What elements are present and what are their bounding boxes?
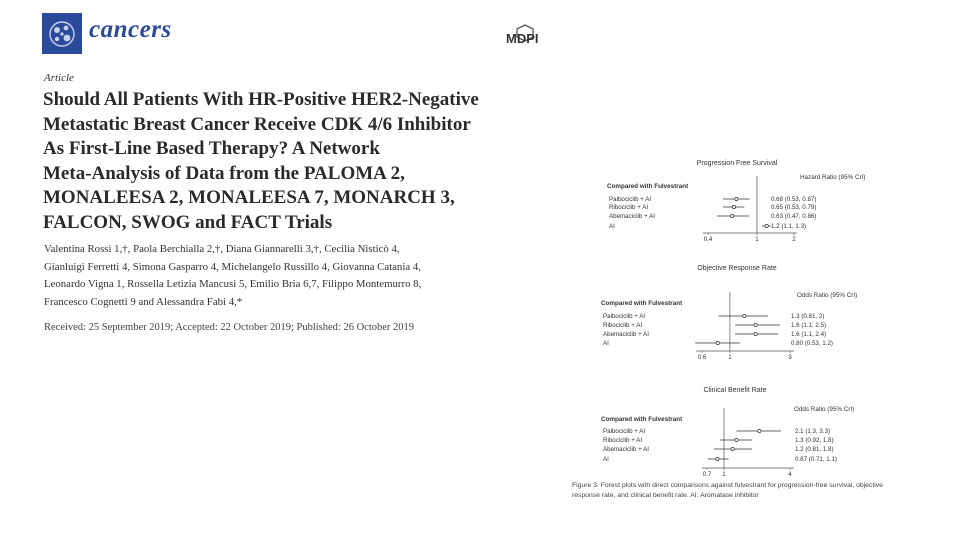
x-tick-label: 3	[788, 354, 792, 361]
figure-caption: Figure 3. Forest plots with direct comparisons against fulvestrant for progression-free survival, objective response rate, and clinical benefit rate. AI: Aromatase inhibitor	[572, 482, 883, 499]
row-label: AI	[603, 340, 609, 347]
group-label: Compared with Fulvestrant	[601, 416, 683, 423]
article-type: Article	[44, 72, 74, 84]
title-line: Meta-Analysis of Data from the PALOMA 2,	[43, 162, 405, 184]
effect-estimate-text: 0.87 (0.71, 1.1)	[795, 456, 837, 463]
title-line: MONALEESA 2, MONALEESA 7, MONARCH 3,	[43, 187, 455, 208]
author-line: Valentina Rossi 1,†, Paola Berchialla 2,†, Diana Giannarelli 3,†, Cecilia Nisticò 4,	[44, 243, 400, 255]
point-estimate	[765, 224, 768, 227]
point-estimate	[731, 447, 734, 450]
point-estimate	[732, 205, 735, 208]
x-tick-label: 0.7	[702, 471, 712, 478]
point-estimate	[735, 438, 738, 441]
author-line: Leonardo Vigna 1, Rossella Letizia Mancusi 5, Emilio Bria 6,7, Filippo Montemurro 8,	[44, 278, 422, 290]
effect-estimate-text: 0.65 (0.53, 0.79)	[771, 204, 817, 211]
effect-estimate-text: 1.3 (0.92, 1.8)	[795, 437, 834, 444]
journal-name: cancers	[89, 16, 172, 43]
row-label: Abemaciclib + AI	[609, 213, 655, 220]
effect-header: Hazard Ratio (95% CrI)	[800, 174, 866, 181]
x-tick-label: 1	[722, 471, 726, 478]
row-label: Palbociclib + AI	[603, 428, 646, 435]
row-label: Ribociclib + AI	[603, 322, 643, 329]
effect-estimate-text: 0.68 (0.53, 0.87)	[771, 196, 817, 203]
point-estimate	[716, 341, 719, 344]
row-label: Ribociclib + AI	[603, 437, 643, 444]
x-tick-label: 1	[755, 236, 759, 243]
effect-estimate-text: 2.1 (1.3, 3.3)	[795, 428, 831, 435]
row-label: AI	[603, 456, 609, 463]
group-label: Compared with Fulvestrant	[607, 183, 689, 190]
point-estimate	[735, 197, 738, 200]
publication-dates: Received: 25 September 2019; Accepted: 22 October 2019; Published: 26 October 2019	[44, 322, 415, 333]
forest-title: Progression Free Survival	[696, 160, 778, 167]
point-estimate	[716, 457, 719, 460]
title-line: Metastatic Breast Cancer Receive CDK 4/6 Inhibitor	[43, 113, 471, 135]
x-tick-label: 0.6	[697, 354, 707, 361]
row-label: Ribociclib + AI	[609, 204, 649, 211]
row-label: Palbociclib + AI	[603, 313, 646, 320]
effect-estimate-text: 1.2 (1.1, 1.3)	[771, 223, 807, 230]
effect-header: Odds Ratio (95% CrI)	[794, 406, 855, 413]
point-estimate	[731, 214, 734, 217]
row-label: Abemaciclib + AI	[603, 331, 649, 338]
effect-estimate-text: 1.6 (1.1, 2.4)	[791, 331, 827, 338]
point-estimate	[758, 429, 761, 432]
forest-title: Objective Response Rate	[697, 265, 777, 272]
author-line: Gianluigi Ferretti 4, Simona Gasparro 4, Michelangelo Russillo 4, Giovanna Catania 4,	[44, 260, 421, 273]
effect-estimate-text: 1.3 (0.81, 2)	[791, 313, 825, 320]
effect-header: Odds Ratio (95% CrI)	[797, 292, 858, 299]
x-tick-label: 4	[788, 471, 792, 478]
point-estimate	[754, 323, 757, 326]
point-estimate	[743, 314, 746, 317]
title-line: Should All Patients With HR-Positive HER2-Negative	[43, 89, 479, 110]
x-tick-label: 1	[728, 354, 732, 361]
x-tick-label: 0.4	[703, 236, 713, 243]
effect-estimate-text: 0.80 (0.53, 1.2)	[791, 340, 833, 347]
publisher-name: MDPI	[506, 31, 539, 46]
forest-title: Clinical Benefit Rate	[703, 387, 767, 394]
row-label: AI	[609, 223, 615, 230]
effect-estimate-text: 0.63 (0.47, 0.86)	[771, 213, 817, 220]
row-label: Abemaciclib + AI	[603, 446, 649, 453]
title-line: FALCON, SWOG and FACT Trials	[43, 211, 333, 233]
point-estimate	[754, 332, 757, 335]
row-label: Palbociclib + AI	[609, 196, 652, 203]
x-tick-label: 2	[792, 236, 796, 243]
title-line: As First-Line Based Therapy? A Network	[43, 138, 380, 159]
group-label: Compared with Fulvestrant	[601, 300, 683, 307]
author-line: Francesco Cognetti 9 and Alessandra Fabi 4,*	[44, 295, 243, 308]
effect-estimate-text: 1.2 (0.81, 1.8)	[795, 446, 834, 453]
effect-estimate-text: 1.6 (1.1, 2.5)	[791, 322, 827, 329]
